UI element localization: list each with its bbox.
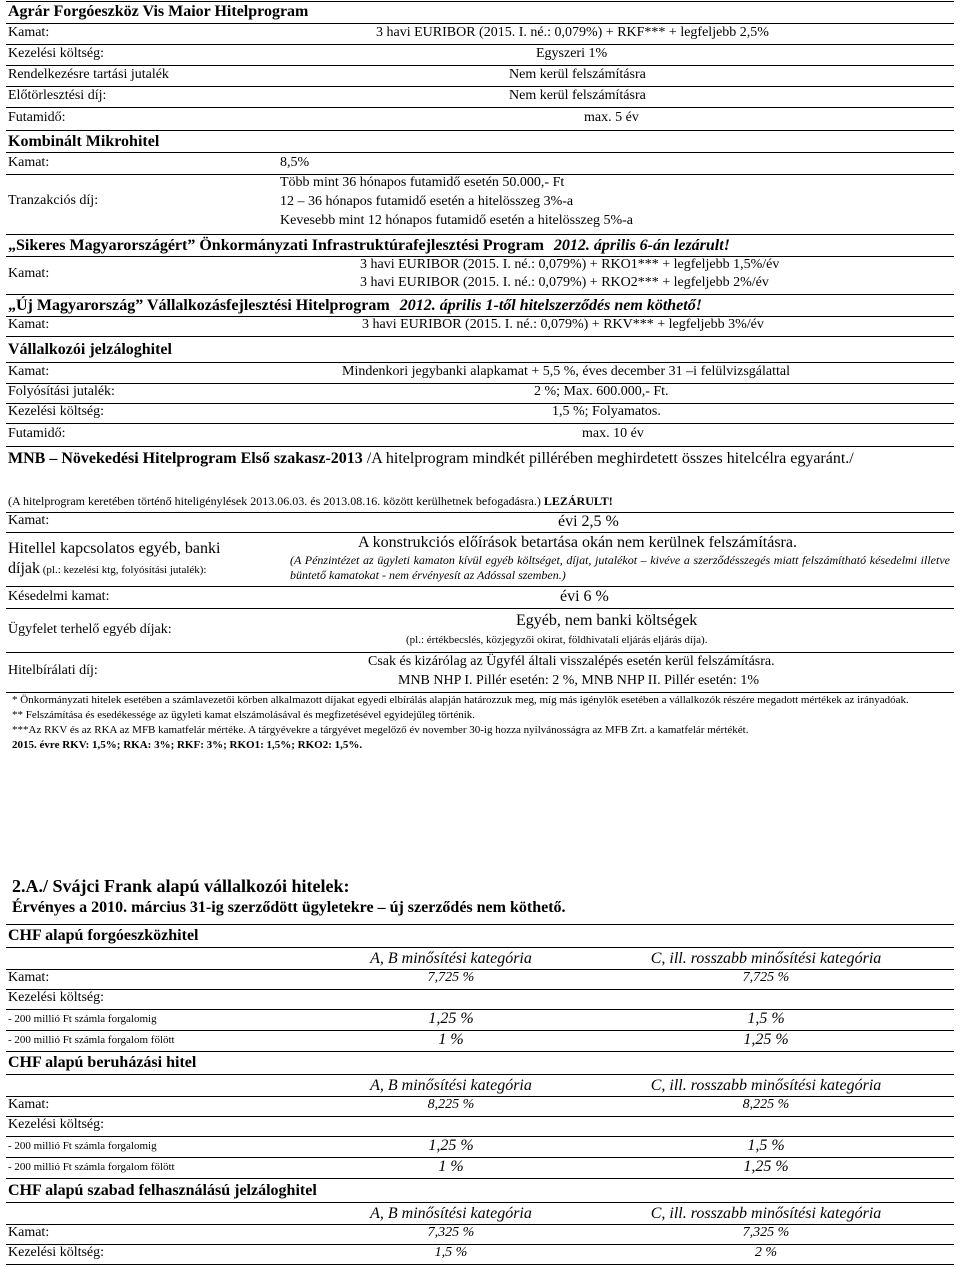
row-value: Nem kerül felszámításra	[509, 67, 646, 82]
uj-table	[6, 294, 954, 338]
row-label: Kamat:	[8, 25, 50, 40]
cell-a: 7,725 %	[427, 970, 475, 985]
col-header-a: A, B minősítési kategória	[370, 1077, 532, 1094]
kamat-line: 3 havi EURIBOR (2015. I. né.: 0,079%) + RKO1*** + legfeljebb 1,5%/év	[360, 257, 780, 272]
row-label: Tranzakciós díj:	[8, 193, 99, 208]
cell-a: 8,225 %	[427, 1097, 475, 1112]
mnb-egyeb-row	[6, 532, 954, 587]
cell-a: 1,25 %	[428, 1137, 474, 1154]
sikeres-note: 2012. április 6-án lezárult!	[553, 237, 730, 254]
row-value: Egyéb, nem banki költségek	[516, 612, 698, 629]
mnb-ugyfel-row	[6, 608, 954, 653]
chf-header-row	[6, 947, 954, 970]
mnb-subtitle	[8, 494, 613, 509]
row-value: évi 2,5 %	[558, 513, 619, 530]
cell-c: 1,5 %	[747, 1010, 785, 1027]
sikeres-table	[6, 234, 954, 296]
row-label: Kezelési költség:	[8, 404, 105, 419]
row-label: Késedelmi kamat:	[8, 589, 110, 604]
mnb-table	[6, 446, 954, 694]
row-label: Ügyfelet terhelő egyéb díjak:	[8, 622, 172, 637]
sikeres-title: „Sikeres Magyarországért” Önkormányzati Infrastruktúrafejlesztési Program	[8, 237, 544, 254]
cell-c: 1,25 %	[743, 1158, 789, 1175]
uj-note: 2012. április 1-től hitelszerződés nem köthető!	[399, 297, 702, 314]
mikro-title-row	[6, 130, 954, 153]
cell-a: 1 %	[438, 1158, 464, 1175]
row-value-italic: (A Pénzintézet az ügyleti kamaton kívül egyéb költséget, díjat, jutalékot – kivéve a szerződésszegés miatt felszámítható késedelmi illetve büntető kamatokat - nem érvényesít az Adóssal szemben.)	[290, 553, 950, 582]
chf-table-title: CHF alapú forgóeszközhitel	[8, 927, 199, 944]
row-value: Mindenkori jegybanki alapkamat + 5,5 %, éves december 31 –i felülvizsgálattal	[342, 364, 790, 379]
row-label: Előtörlesztési díj:	[8, 88, 107, 103]
row-label: Kezelési költség:	[8, 1245, 105, 1260]
uj-title: „Új Magyarország” Vállalkozásfejlesztési Hitelprogram	[8, 297, 390, 314]
row-label: Hitellel kapcsolatos egyéb, banki	[8, 540, 221, 557]
chf-table-3	[6, 1180, 954, 1266]
chf-row	[6, 989, 954, 1010]
chf-title: 2.A./ Svájci Frank alapú vállalkozói hitelek:	[12, 876, 350, 896]
agrar-table	[6, 1, 954, 132]
mnb-title-bold: MNB – Növekedési Hitelprogram Első szakasz-2013	[8, 450, 363, 467]
chf-title-row	[6, 1052, 954, 1075]
cell-c: 1,5 %	[747, 1137, 785, 1154]
row-value: évi 6 %	[560, 588, 609, 605]
footnotes	[12, 693, 948, 753]
jelzalog-title: Vállalkozói jelzáloghitel	[8, 341, 172, 358]
cell-a: 1 %	[438, 1031, 464, 1048]
jelzalog-title-row	[6, 336, 954, 363]
chf-row	[6, 969, 954, 990]
row-label: Kamat:	[8, 155, 50, 170]
chf-table-2	[6, 1052, 954, 1180]
col-header-c: C, ill. rosszabb minősítési kategória	[650, 1077, 882, 1094]
agrar-row	[6, 65, 954, 87]
mikro-tranz-row	[6, 174, 954, 235]
agrar-row	[6, 44, 954, 66]
cell-c: 1,25 %	[743, 1031, 789, 1048]
cell-c: 8,225 %	[742, 1097, 790, 1112]
mikro-kamat-row	[6, 152, 954, 175]
footnote: * Önkormányzati hitelek esetében a számlavezetői körben alkalmazott díjakat egyedi elbírálás alapján határozzuk meg, míg más igénylők esetében a vállalkozók részére megadott mértékek az irányadóak.	[12, 694, 909, 706]
row-label: Folyósítási jutalék:	[8, 384, 115, 399]
row-label: Kamat:	[8, 364, 50, 379]
row-label: Futamidő:	[8, 426, 66, 441]
row-label: Hitelbírálati díj:	[8, 663, 98, 678]
row-value: 2 %; Max. 600.000,- Ft.	[534, 384, 669, 399]
agrar-row	[6, 86, 954, 108]
jelzalog-row	[6, 403, 954, 424]
chf-subtitle: Érvényes a 2010. március 31-ig szerződött ügyletekre – új szerződés nem köthető.	[12, 899, 566, 916]
row-label: - 200 millió Ft számla forgalom fölött	[8, 1161, 175, 1173]
row-value: Nem kerül felszámításra	[509, 88, 646, 103]
chf-row	[6, 1224, 954, 1245]
row-value-small: (pl.: értékbecslés, közjegyzői okirat, földhivatali eljárás eljárás díja).	[406, 634, 708, 646]
chf-row	[6, 1116, 954, 1137]
row-label: Kezelési költség:	[8, 46, 105, 61]
tranz-line: Több mint 36 hónapos futamidő esetén 50.000,- Ft	[280, 175, 565, 190]
col-header-c: C, ill. rosszabb minősítési kategória	[650, 950, 882, 967]
chf-row	[6, 1136, 954, 1158]
chf-heading	[12, 876, 950, 917]
chf-row	[6, 1009, 954, 1031]
mnb-biral-row	[6, 652, 954, 693]
row-value: max. 10 év	[582, 426, 644, 441]
agrar-row	[6, 23, 954, 45]
uj-kamat-row	[6, 316, 954, 337]
mnb-kamat-row	[6, 512, 954, 533]
chf-title-row	[6, 925, 954, 948]
mnb-title-row	[6, 446, 954, 513]
row-label: Kezelési költség:	[8, 1117, 105, 1132]
cell-c: 2 %	[754, 1245, 778, 1260]
row-label: Futamidő:	[8, 110, 66, 125]
uj-title-row	[6, 294, 954, 317]
chf-table-title: CHF alapú szabad felhasználású jelzáloghitel	[8, 1182, 317, 1199]
jelzalog-row	[6, 383, 954, 404]
row-label: - 200 millió Ft számla forgalomig	[8, 1140, 157, 1152]
row-label: Kamat:	[8, 513, 50, 528]
jelzalog-row	[6, 423, 954, 447]
cell-a: 7,325 %	[427, 1225, 475, 1240]
row-label: Kamat:	[8, 1097, 50, 1112]
chf-row	[6, 1030, 954, 1052]
mikro-table	[6, 130, 954, 236]
row-label: Kamat:	[8, 266, 50, 281]
jelzalog-row	[6, 362, 954, 384]
row-label-small: (pl.: kezelési ktg, folyósítási jutalék):	[40, 564, 207, 576]
row-label: - 200 millió Ft számla forgalom fölött	[8, 1034, 175, 1046]
row-value: Csak és kizárólag az Ügyfél általi visszalépés esetén kerül felszámításra.	[368, 654, 775, 669]
tranz-line: Kevesebb mint 12 hónapos futamidő esetén a hitelösszeg 5%-a	[280, 213, 634, 228]
mnb-sub-bold: LEZÁRULT!	[543, 494, 613, 508]
row-value: 1,5 %; Folyamatos.	[552, 404, 661, 419]
cell-a: 1,5 %	[434, 1245, 468, 1260]
cell-c: 7,325 %	[742, 1225, 790, 1240]
agrar-title-row	[6, 2, 954, 24]
row-label: Rendelkezésre tartási jutalék	[8, 67, 169, 82]
row-label: Kamat:	[8, 970, 50, 985]
row-label: - 200 millió Ft számla forgalomig	[8, 1013, 157, 1025]
tranz-line: 12 – 36 hónapos futamidő esetén a hitelösszeg 3%-a	[280, 194, 574, 209]
mnb-kesedelmi-row	[6, 586, 954, 609]
mnb-title-rest: /A hitelprogram mindkét pillérében meghirdetett összes hitelcélra egyaránt./	[362, 450, 854, 467]
col-header-a: A, B minősítési kategória	[370, 1205, 532, 1222]
jelzalog-table	[6, 336, 954, 448]
kamat-line: 3 havi EURIBOR (2015. I. né.: 0,079%) + RKO2*** + legfeljebb 2%/év	[360, 275, 769, 290]
row-value: A konstrukciós előírások betartása okán nem kerülnek felszámításra.	[358, 534, 797, 551]
agrar-row	[6, 107, 954, 131]
cell-a: 1,25 %	[428, 1010, 474, 1027]
sikeres-title-row	[6, 234, 954, 257]
row-label: Kezelési költség:	[8, 990, 105, 1005]
row-label: díjak	[8, 560, 40, 577]
chf-row	[6, 1244, 954, 1265]
chf-header-row	[6, 1074, 954, 1097]
row-value: max. 5 év	[584, 110, 639, 125]
row-label: Kamat:	[8, 317, 50, 332]
row-value: Egyszeri 1%	[536, 46, 608, 61]
chf-row	[6, 1157, 954, 1179]
chf-table-1	[6, 924, 954, 1053]
mikro-title: Kombinált Mikrohitel	[8, 133, 160, 150]
cell-c: 7,725 %	[742, 970, 790, 985]
row-value: 3 havi EURIBOR (2015. I. né.: 0,079%) + RKF*** + legfeljebb 2,5%	[376, 25, 769, 40]
row-label: Kamat:	[8, 1225, 50, 1240]
row-value: 3 havi EURIBOR (2015. I. né.: 0,079%) + RKV*** + legfeljebb 3%/év	[362, 317, 764, 332]
col-header-c: C, ill. rosszabb minősítési kategória	[650, 1205, 882, 1222]
chf-table-title: CHF alapú beruházási hitel	[8, 1054, 197, 1071]
mnb-sub-text: (A hitelprogram keretében történő hiteligénylések 2013.06.03. és 2013.08.16. között kerülhetnek befogadásra.)	[8, 494, 541, 508]
sikeres-kamat-row	[6, 256, 954, 295]
footnote: ***Az RKV és az RKA az MFB kamatfelár mértéke. A tárgyévekre a tárgyévet megelőző év november 30-ig hozza nyilvánosságra az MFB Zrt. a kamatfelár mértékét.	[12, 724, 749, 736]
row-value: 8,5%	[280, 155, 310, 170]
col-header-a: A, B minősítési kategória	[370, 950, 532, 967]
row-value: MNB NHP I. Pillér esetén: 2 %, MNB NHP II. Pillér esetén: 1%	[398, 673, 759, 688]
agrar-title: Agrár Forgóeszköz Vis Maior Hitelprogram	[8, 3, 309, 20]
mnb-title	[8, 448, 952, 469]
chf-header-row	[6, 1202, 954, 1225]
footnote: ** Felszámítása és esedékessége az ügyleti kamat elszámolásával és megfizetésével egyidejűleg történik.	[12, 709, 476, 721]
chf-title-row	[6, 1180, 954, 1203]
footnote-bold: 2015. évre RKV: 1,5%; RKA: 3%; RKF: 3%; RKO1: 1,5%; RKO2: 1,5%.	[12, 739, 363, 751]
chf-row	[6, 1096, 954, 1117]
